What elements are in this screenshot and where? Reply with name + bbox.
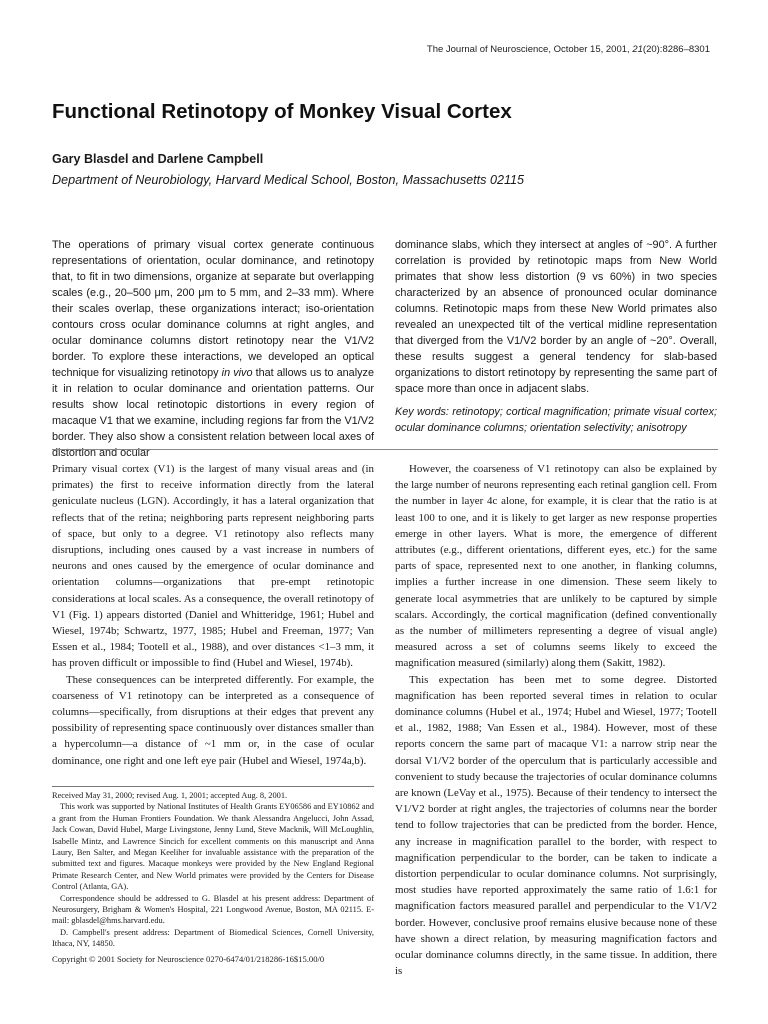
intro-paragraph-4: This expectation has been met to some degree. Distorted magnification has been reported several times in relation to ocular dominance columns (Hubel et al., 1974; Hubel and Wiesel, 1977; Tootell et al., 1982, 1988; Van Essen et al., 1984). However, most of these reports concern the same part of macaque V1: a narrow strip near the dorsal V1/V2 border of the operculum that is particularly accessible and convenient to study because the trajectories of ocular dominance columns are known (LeVay et al., 1975). Because of their tendency to intersect the V1/V2 border at right angles, the trajectories of columns near the border tend to follow trajectories that can be predicted from the border. Hence, any increase in magnification parallel to the border, with respect to magnification perpendicular to the border, can be taken to indicate a distortion perpendicular to ocular dominance columns. Not surprisingly, most studies have reported approximately the same ratio of 1.6:1 for magnification factors measured parallel and perpendicular to the V1/V2 border. However, conclusive proof remains elusive because none of these have shown a direct relation, by measuring magnification factors and ocular dominance columns directly, in the same tissue. In addition, there is xyxy=(395,673,717,978)
abstract-text-part-3: dominance slabs, which they intersect at angles of ~90°. A further correlation is provided by retinotopic maps from New World primates that show less distortion (9 vs 60%) in two species characterized by an absence of pronounced ocular dominance columns. Retinotopic maps from these New World primates also revealed an unexpected tilt of the vertical midline representation that diverged from the V1/V2 border by an angle of ~20°. Overall, these results suggest a general tendency for slab-based organizations to distort retinotopy by representing the same part of space more than once in adjacent slabs. xyxy=(395,239,717,395)
article-title: Functional Retinotopy of Monkey Visual Cortex xyxy=(52,100,512,123)
affiliation: Department of Neurobiology, Harvard Medical School, Boston, Massachusetts 02115 xyxy=(52,173,525,187)
journal-citation: The Journal of Neuroscience, October 15, 2001, xyxy=(426,44,630,55)
volume-number: 21 xyxy=(632,44,643,55)
intro-paragraph-3: However, the coarseness of V1 retinotopy can also be explained by the large number of neurons representing each retinal ganglion cell. From the number in layer 4c alone, for example, it is clear that the ratio is at least 100 to one, and it is likely to get larger as new response properties emerge in other layers. What is more, the emergence of different attributes (e.g., different orientations, different eyes, etc.) for the same parts of space, represented next to one another, in flanking columns, implies a further increase in one dimension. These seem likely to generate local asymmetries that are unlikely to be captured by simple scalars. Accordingly, the cortical magnification (defined conventionally as the number of millimeters representing a degree of visual angle) measured across a set of columns seems likely to exceed the magnification measured (similarly) along them (Sakitt, 1982). xyxy=(395,463,717,670)
footnote-support: This work was supported by National Institutes of Health Grants EY06586 and EY10862 and a grant from the Human Frontiers Foundation. We thank Alessandra Angelucci, John Assad, Jack Cowan, David Hubel, Marge Livingstone, Jenny Lund, Steve Macknik, Will McLoughlin, Isabelle Mintz, and Lawrence Sincich for excellent comments on this manuscript and Anna Laury, Ben Salter, and Megan Keeliher for invaluable assistance with the preparation of the submitted text and figures. Macaque monkeys were provided by the New England Regional Primate Research Center, and New World primates were provided by the Centers for Disease Control (Atlanta, GA). xyxy=(52,802,374,892)
keywords xyxy=(395,404,717,436)
footnote-received: Received May 31, 2000; revised Aug. 1, 2001; accepted Aug. 8, 2001. xyxy=(52,791,288,800)
abstract-text-part-1: The operations of primary visual cortex generate continuous representations of orientation, ocular dominance, and retinotopy that, to fit in two dimensions, organize at separate but overlapping scales (e.g., 20–500 μm, 200 μm to 5 mm, and 2–33 mm). Where their scales overlap, these organizations interact; iso-orientation contours cross ocular dominance columns at right angles, and ocular dominance columns distort retinotopy near the V1/V2 border. To explore these interactions, we developed an optical technique for visualizing retinotopy xyxy=(52,239,374,379)
intro-paragraph-1: Primary visual cortex (V1) is the largest of many visual areas and (in primates) the first to receive information directly from the lateral geniculate nucleus (LGN). Accordingly, it has a lateral organization that reflects that of the retina; neighboring parts represent neighboring parts of space, but only to a degree. V1 retinotopy also reflects many disruptions, including ones caused by a vast increase in numbers of neurons and ones caused by the emergence of ocular dominance and orientation columns—organizations that pre-empt retinotopic considerations at local scales. As a consequence, the overall retinotopy of V1 (Fig. 1) appears distorted (Daniel and Whitteridge, 1961; Hubel and Wiesel, 1974b; Schwartz, 1977, 1985; Hubel and Freeman, 1977; Van Essen et al., 1984; Tootell et al., 1988), and over distances <1–3 mm, it has proven difficult or impossible to find (Hubel and Wiesel, 1974b). xyxy=(52,463,374,670)
abstract-text-part-2: that allows us to analyze it in relation to ocular dominance and orientation patterns. Our results show local retinotopic distortions in every region of macaque V1 that we examine, including regions far from the V1/V2 border. They also show a consistent relation between local axes of distortion and ocular xyxy=(52,367,374,459)
keywords-label: Key words: xyxy=(395,406,449,418)
keywords-list: retinotopy; cortical magnification; primate visual cortex; ocular dominance columns; orientation selectivity; anisotropy xyxy=(395,406,717,434)
footnotes xyxy=(52,786,374,965)
abstract-left-column xyxy=(52,237,374,461)
body-right-column xyxy=(395,461,717,980)
issue-pages: (20):8286–8301 xyxy=(642,44,710,55)
abstract-right-column xyxy=(395,237,717,436)
author-list: Gary Blasdel and Darlene Campbell xyxy=(52,152,264,166)
footnote-present-address: D. Campbell's present address: Department of Biomedical Sciences, Cornell University, Ithaca, NY, 14850. xyxy=(52,927,374,949)
abstract-italic-in-vivo: in vivo xyxy=(221,367,253,379)
running-head xyxy=(427,44,710,55)
footnote-copyright: Copyright © 2001 Society for Neuroscience 0270-6474/01/218286-16$15.00/0 xyxy=(52,953,325,964)
abstract-divider xyxy=(52,449,718,450)
footnote-correspondence: Correspondence should be addressed to G. Blasdel at his present address: Department of Neurosurgery, Brigham & Women's Hospital, 221 Longwood Avenue, Boston, MA 02115. E-mail: gblasdel@hms.harvard.edu. xyxy=(52,893,374,926)
body-left-column xyxy=(52,461,374,769)
intro-paragraph-2: These consequences can be interpreted differently. For example, the coarseness of V1 retinotopy can be interpreted as a consequence of columns—specifically, from disruptions at their edges that prevent any possibility of representing space continuously over distances smaller than a hypercolumn—a distance of ~1 mm or, in the case of ocular dominance, one right and one left eye pair (Hubel and Wiesel, 1974a,b). xyxy=(52,673,374,767)
